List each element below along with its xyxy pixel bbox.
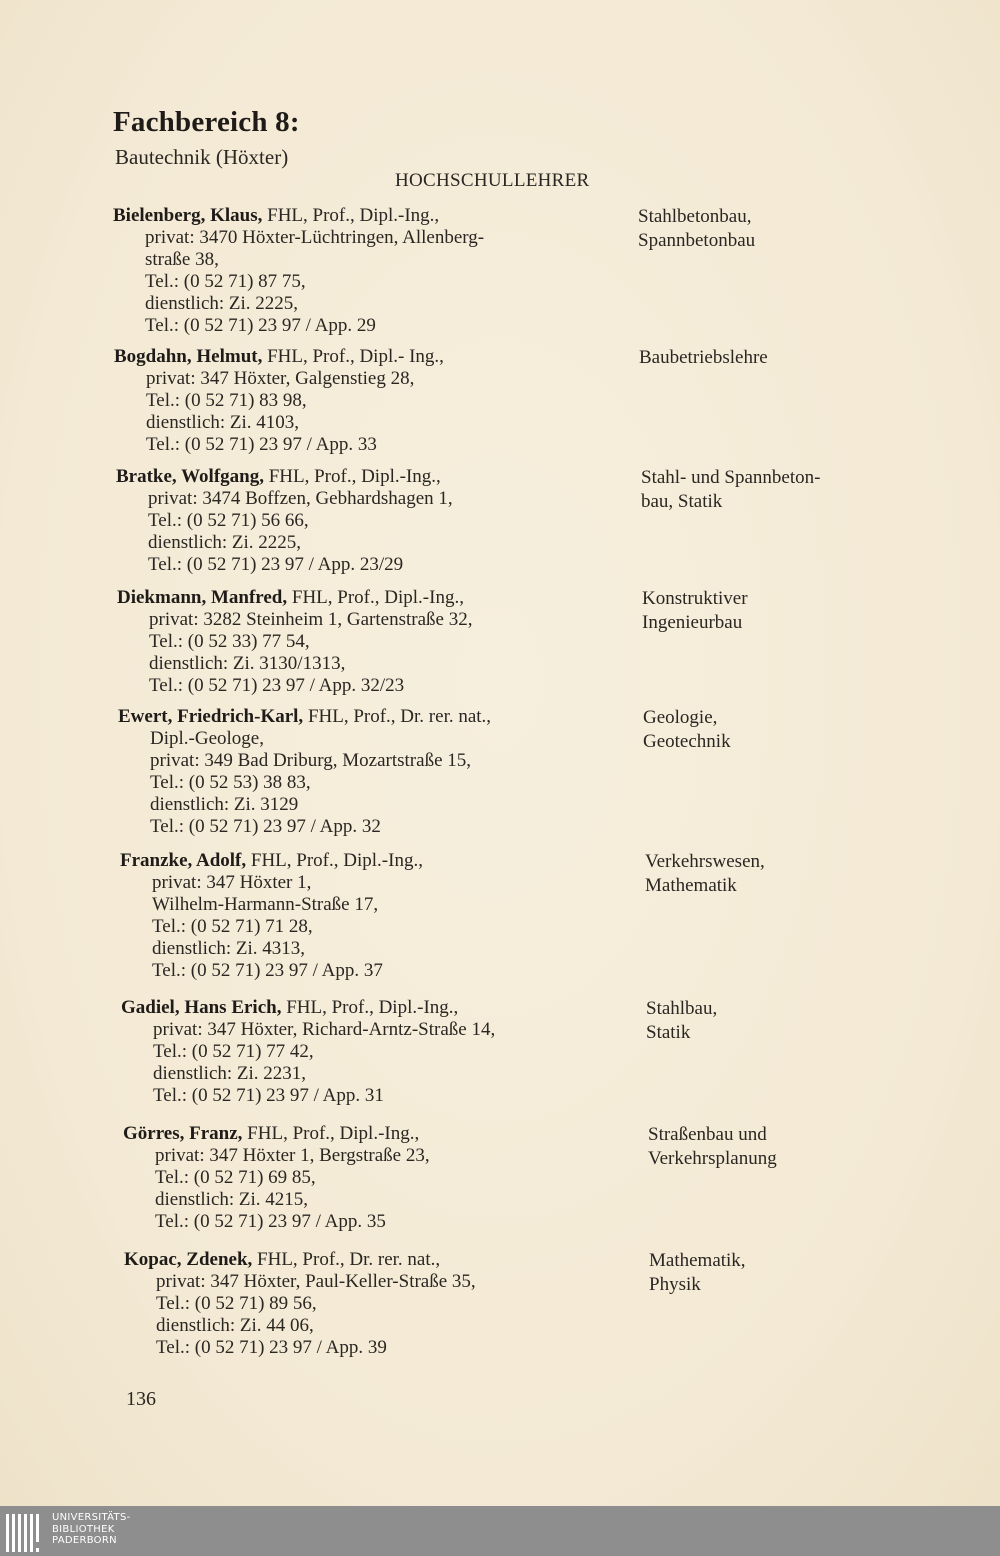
contact-line: Tel.: (0 52 71) 23 97 / App. 31 [153,1085,384,1106]
contact-line: straße 38, [145,249,219,270]
subject-area [645,850,905,898]
entry-header-line [121,997,621,1019]
entry-details [114,346,614,456]
contact-line: dienstlich: Zi. 2231, [153,1063,307,1084]
subject-area [641,466,901,514]
library-logo-icon [4,1512,44,1556]
contact-line: Tel.: (0 52 53) 38 83, [150,772,311,793]
faculty-title: FHL, Prof., Dipl.-Ing., [281,997,459,1018]
entry-details [120,850,620,982]
contact-line: Tel.: (0 52 71) 23 97 / App. 39 [156,1337,387,1358]
contact-line: Tel.: (0 52 71) 83 98, [146,390,307,411]
faculty-name: Görres, Franz, [123,1123,243,1144]
subject-area [639,346,899,370]
subject-line: Spannbetonbau [638,230,756,251]
contact-line: dienstlich: Zi. 3130/1313, [149,653,346,674]
contact-line: Dipl.-Geologe, [150,728,264,749]
subject-line: Geotechnik [643,731,731,752]
contact-line: Tel.: (0 52 71) 23 97 / App. 29 [145,315,376,336]
faculty-name: Bogdahn, Helmut, [114,346,263,367]
contact-line: privat: 349 Bad Driburg, Mozartstraße 15, [150,750,471,771]
subject-line: Ingenieurbau [642,612,743,633]
faculty-name: Bratke, Wolfgang, [116,466,264,487]
entry-header-line [124,1249,624,1271]
contact-line: Wilhelm-Harmann-Straße 17, [152,894,379,915]
entry-header-line [120,850,620,872]
logo-line: BIBLIOTHEK [52,1523,115,1535]
faculty-title: FHL, Prof., Dipl.-Ing., [242,1123,420,1144]
subject-area [643,706,903,754]
contact-line: Tel.: (0 52 71) 23 97 / App. 32 [150,816,381,837]
subject-line: Verkehrswesen, [645,851,765,872]
faculty-name: Diekmann, Manfred, [117,587,288,608]
subject-line: Geologie, [643,707,718,728]
subject-line: Mathematik, [649,1250,746,1271]
page-heading: Fachbereich 8: [113,106,300,138]
faculty-name: Bielenberg, Klaus, [113,205,263,226]
subject-area [648,1123,908,1171]
contact-line: privat: 347 Höxter 1, [152,872,312,893]
contact-line: Tel.: (0 52 71) 23 97 / App. 35 [155,1211,386,1232]
entry-header-line [123,1123,623,1145]
faculty-title: FHL, Prof., Dipl.-Ing., [262,205,440,226]
contact-line: privat: 3282 Steinheim 1, Gartenstraße 32, [149,609,473,630]
contact-line: dienstlich: Zi. 3129 [150,794,299,815]
entry-details [117,587,617,697]
contact-line: privat: 3474 Boffzen, Gebhardshagen 1, [148,488,453,509]
subject-line: bau, Statik [641,491,723,512]
entry-details [113,205,613,337]
contact-line: Tel.: (0 52 71) 71 28, [152,916,313,937]
faculty-name: Gadiel, Hans Erich, [121,997,282,1018]
contact-line: Tel.: (0 52 71) 56 66, [148,510,309,531]
contact-line: dienstlich: Zi. 4215, [155,1189,309,1210]
logo-line: UNIVERSITÄTS- [52,1512,131,1523]
contact-line: Tel.: (0 52 71) 69 85, [155,1167,316,1188]
subject-area [646,997,906,1045]
subject-line: Stahl- und Spannbeton- [641,467,821,488]
entry-header-line [118,706,618,728]
subject-line: Statik [646,1022,691,1043]
contact-line: dienstlich: Zi. 2225, [145,293,299,314]
entry-details [121,997,621,1107]
contact-line: Tel.: (0 52 71) 77 42, [153,1041,314,1062]
logo-line: PADERBORN [52,1535,117,1546]
section-label: HOCHSCHULLEHRER [395,170,590,191]
contact-line: Tel.: (0 52 71) 23 97 / App. 33 [146,434,377,455]
page-subheading: Bautechnik (Höxter) [115,145,289,169]
library-logo-text [52,1512,131,1547]
subject-line: Verkehrsplanung [648,1148,777,1169]
subject-area [642,587,902,635]
subject-line: Konstruktiver [642,588,748,609]
entry-header-line [116,466,616,488]
subject-line: Baubetriebslehre [639,347,768,368]
faculty-title: FHL, Prof., Dr. rer. nat., [252,1249,441,1270]
faculty-title: FHL, Prof., Dipl.-Ing., [246,850,423,871]
contact-line: dienstlich: Zi. 2225, [148,532,302,553]
entry-header-line [113,205,613,227]
faculty-name: Franzke, Adolf, [120,850,247,871]
faculty-name: Ewert, Friedrich-Karl, [118,706,304,727]
subject-line: Stahlbetonbau, [638,206,752,227]
subject-line: Mathematik [645,875,737,896]
subject-area [638,205,898,253]
page-number: 136 [126,1388,156,1410]
subject-line: Physik [649,1274,701,1295]
contact-line: privat: 3470 Höxter-Lüchtringen, Allenberg- [145,227,485,248]
subject-area [649,1249,909,1297]
entry-details [123,1123,623,1233]
entry-details [118,706,618,838]
entry-details [124,1249,624,1359]
contact-line: Tel.: (0 52 71) 23 97 / App. 23/29 [148,554,404,575]
faculty-name: Kopac, Zdenek, [124,1249,253,1270]
contact-line: dienstlich: Zi. 44 06, [156,1315,314,1336]
faculty-title: FHL, Prof., Dipl.- Ing., [262,346,444,367]
faculty-title: FHL, Prof., Dr. rer. nat., [303,706,492,727]
contact-line: Tel.: (0 52 71) 23 97 / App. 32/23 [149,675,405,696]
library-footer [0,1506,1000,1556]
subject-line: Stahlbau, [646,998,718,1019]
contact-line: dienstlich: Zi. 4313, [152,938,306,959]
contact-line: dienstlich: Zi. 4103, [146,412,300,433]
contact-line: privat: 347 Höxter 1, Bergstraße 23, [155,1145,430,1166]
contact-line: Tel.: (0 52 71) 23 97 / App. 37 [152,960,383,981]
contact-line: privat: 347 Höxter, Galgenstieg 28, [146,368,415,389]
entry-details [116,466,616,576]
contact-line: Tel.: (0 52 33) 77 54, [149,631,310,652]
faculty-title: FHL, Prof., Dipl.-Ing., [263,466,441,487]
faculty-title: FHL, Prof., Dipl.-Ing., [287,587,464,608]
contact-line: Tel.: (0 52 71) 89 56, [156,1293,317,1314]
contact-line: privat: 347 Höxter, Paul-Keller-Straße 35, [156,1271,476,1292]
contact-line: privat: 347 Höxter, Richard-Arntz-Straße 14, [153,1019,496,1040]
entry-header-line [114,346,614,368]
contact-line: Tel.: (0 52 71) 87 75, [145,271,306,292]
entry-header-line [117,587,617,609]
subject-line: Straßenbau und [648,1124,767,1145]
